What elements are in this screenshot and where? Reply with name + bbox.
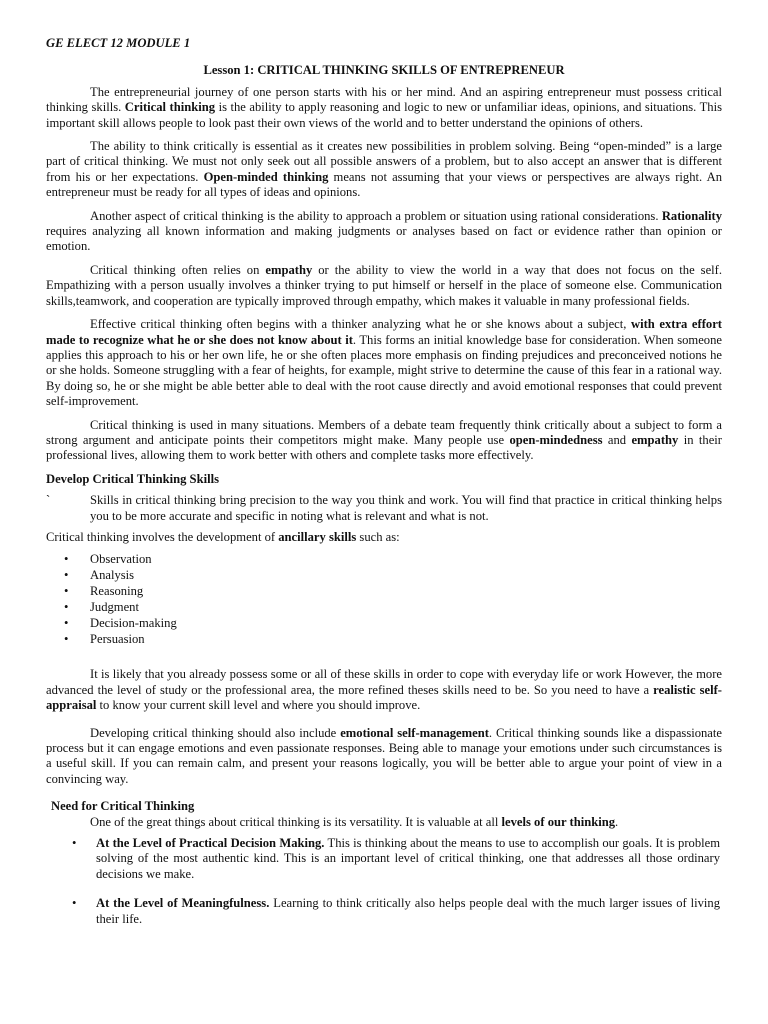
paragraph-effective-thinking: Effective critical thinking often begins with a thinker analyzing what he or she knows about a subject, with extra effort made to recognize what he or she does not know about it. This forms an initial knowledge base for consideration. When someone applies this approach to his or her own life, he or she often places more emphasis on finding prejudices and preconceived notions he or she holds. Someone struggling with a fear of heights, for example, might strive to determine the cause of this fear in a rational way. By doing so, he or she might be able better able to deal with the root cause directly and avoid emotional responses that could prevent self-improvement. xyxy=(46,317,722,409)
bullet-icon: • xyxy=(64,568,69,583)
need-heading: Need for Critical Thinking xyxy=(51,799,195,814)
list-item: • Reasoning xyxy=(46,583,722,599)
paragraph-open-minded: The ability to think critically is essential as it creates new possibilities in problem solving. Being “open-minded” is a large part of critical thinking. We must not only seek out all possible answers of a problem, but to also accept an answer that is different from his or her expectations. Open-minded thinking means not assuming that your views or perspectives are always right. An entrepreneur must be ready for all types of ideas and opinions. xyxy=(46,139,722,200)
list-item: • Observation xyxy=(46,551,722,567)
bullet-icon: • xyxy=(72,836,77,851)
backtick-mark: ` xyxy=(46,493,51,508)
paragraph-self-appraisal: It is likely that you already possess some or all of these skills in order to cope with everyday life or work However, the more advanced the level of study or the professional area, the more refined theses skills need to be. So you need to have a realistic self-appraisal to know your current skill level and where you should improve. xyxy=(46,667,722,713)
list-item: • Judgment xyxy=(46,599,722,615)
levels-list xyxy=(46,836,722,927)
list-item: • At the Level of Meaningfulness. Learning to think critically also helps people deal with the much larger issues of living their life. xyxy=(46,896,722,927)
bullet-icon: • xyxy=(72,896,77,911)
paragraph-situations: Critical thinking is used in many situations. Members of a debate team frequently think critically about a subject to form a strong argument and anticipate points their competitors might make. Many people use open-mindedness and empathy in their professional lives, allowing them to work better with others and complete tasks more effectively. xyxy=(46,417,723,463)
paragraph-versatility: One of the great things about critical thinking is its versatility. It is valuable at all levels of our thinking. xyxy=(90,814,619,829)
skills-list xyxy=(46,551,722,647)
list-item: • Analysis xyxy=(46,567,722,583)
list-item: • Persuasion xyxy=(46,631,722,647)
lesson-title: Lesson 1: CRITICAL THINKING SKILLS OF ENTREPRENEUR xyxy=(203,63,565,78)
document-page xyxy=(46,36,722,941)
paragraph-skills-precision: ` Skills in critical thinking bring precision to the way you think and work. You will find that practice in critical thinking helps you to be more accurate and specific in noting what is relevant and what is not. xyxy=(46,493,722,523)
bullet-icon: • xyxy=(64,616,69,631)
bullet-icon: • xyxy=(64,632,69,647)
paragraph-rationality: Another aspect of critical thinking is the ability to approach a problem or situation using rational considerations. Rationality requires analyzing all known information and making judgments or analyses based on fact or evidence rather than opinion or emotion. xyxy=(46,208,722,254)
module-title: GE ELECT 12 MODULE 1 xyxy=(46,36,191,50)
list-item: • At the Level of Practical Decision Making. This is thinking about the means to use to accomplish our goals. It is problem solving of the most authentic kind. This is an important level of critical thinking, one that addresses all those ordinary decisions we make. xyxy=(46,836,722,882)
bullet-icon: • xyxy=(64,600,69,615)
develop-heading: Develop Critical Thinking Skills xyxy=(46,471,219,486)
paragraph-empathy: Critical thinking often relies on empathy or the ability to view the world in a way that does not focus on the self. Empathizing with a person usually involves a thinker trying to put himself or herself in the place of someone else. Communication skills,teamwork, and cooperation are typically improved through empathy, which makes it valuable in many professional fields. xyxy=(46,262,722,308)
bullet-icon: • xyxy=(64,552,69,567)
list-item: • Decision-making xyxy=(46,615,722,631)
paragraph-intro: The entrepreneurial journey of one person starts with his or her mind. And an aspiring entrepreneur must possess critical thinking skills. Critical thinking is the ability to apply reasoning and logic to new or unfamiliar ideas, opinions, and situations. This important skill allows people to look past their own views of the world and to better understand the opinions of others. xyxy=(46,84,722,130)
paragraph-ancillary: Critical thinking involves the development of ancillary skills such as: xyxy=(46,529,400,544)
paragraph-emotional: Developing critical thinking should also include emotional self-management. Critical thinking sounds like a dispassionate process but it can engage emotions and even passionate responses. Being able to manage your emotions under such circumstances is a useful skill. If you can remain calm, and present your reasons logically, you will be better able to argue your point of view in a convincing way. xyxy=(46,725,722,786)
bullet-icon: • xyxy=(64,584,69,599)
